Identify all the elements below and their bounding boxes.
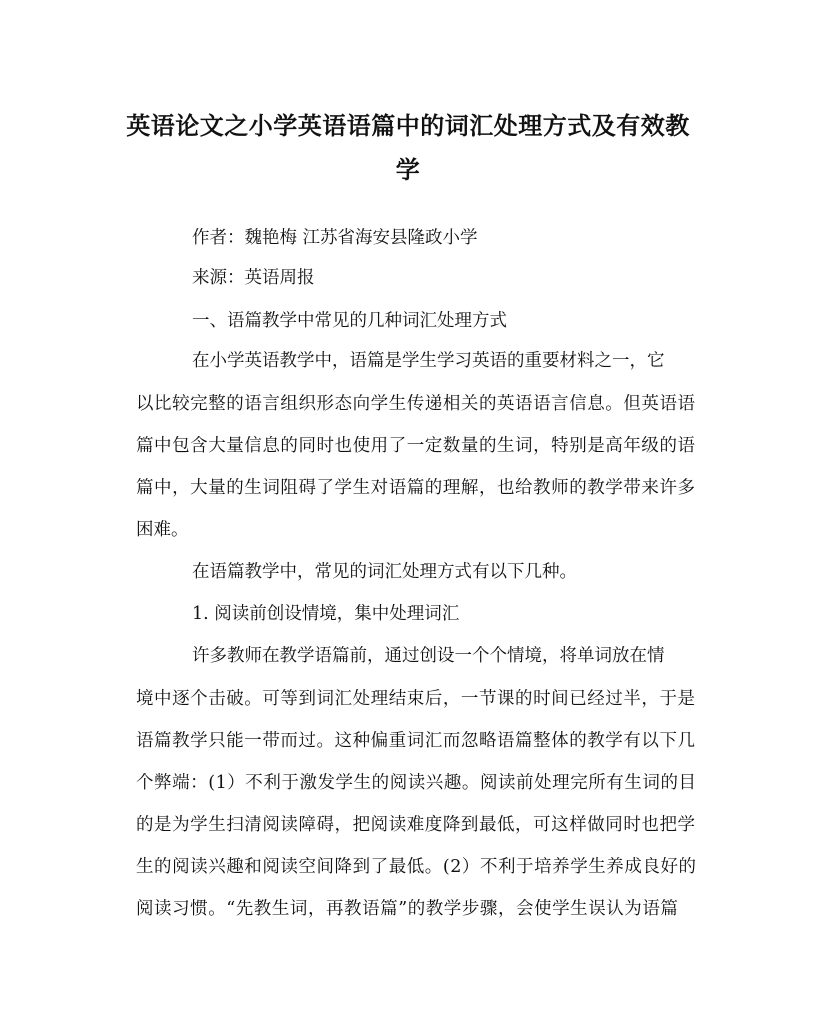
paragraph-line: 许多教师在教学语篇前，通过创设一个个情境，将单词放在情: [192, 646, 665, 666]
section-heading: 一、语篇教学中常见的几种词汇处理方式: [192, 311, 507, 331]
document-title: [118, 104, 698, 192]
author-line: 作者：魏艳梅 江苏省海安县隆政小学: [192, 228, 478, 248]
paragraph-line: 语篇教学只能一带而过。这种偏重词汇而忽略语篇整体的教学有以下几: [136, 731, 696, 751]
paragraph-line: 个弊端：(1）不利于激发学生的阅读兴趣。阅读前处理完所有生词的目: [136, 773, 697, 793]
paragraph-line: 困难。: [136, 520, 189, 540]
paragraph-line: 阅读习惯。“先教生词，再教语篇”的教学步骤，会使学生误认为语篇: [136, 899, 679, 919]
paragraph-line: 以比较完整的语言组织形态向学生传递相关的英语语言信息。但英语语: [136, 394, 696, 414]
source-line: 来源：英语周报: [192, 268, 315, 288]
subheading: 1. 阅读前创设情境，集中处理词汇: [192, 604, 460, 624]
paragraph-line: 的是为学生扫清阅读障碍，把阅读难度降到最低，可这样做同时也把学: [136, 815, 696, 835]
paragraph-line: 在语篇教学中，常见的词汇处理方式有以下几种。: [192, 562, 577, 582]
paragraph-line: 篇中包含大量信息的同时也使用了一定数量的生词，特别是高年级的语: [136, 436, 696, 456]
title-line-2: 学: [395, 155, 421, 184]
paragraph-line: 在小学英语教学中，语篇是学生学习英语的重要材料之一，它: [192, 351, 665, 371]
title-line-1: 英语论文之小学英语语篇中的词汇处理方式及有效教: [126, 111, 690, 140]
paragraph-line: 篇中，大量的生词阻碍了学生对语篇的理解，也给教师的教学带来许多: [136, 478, 696, 498]
paragraph-line: 生的阅读兴趣和阅读空间降到了最低。(2）不利于培养学生养成良好的: [136, 857, 697, 877]
paragraph-line: 境中逐个击破。可等到词汇处理结束后，一节课的时间已经过半，于是: [136, 689, 696, 709]
